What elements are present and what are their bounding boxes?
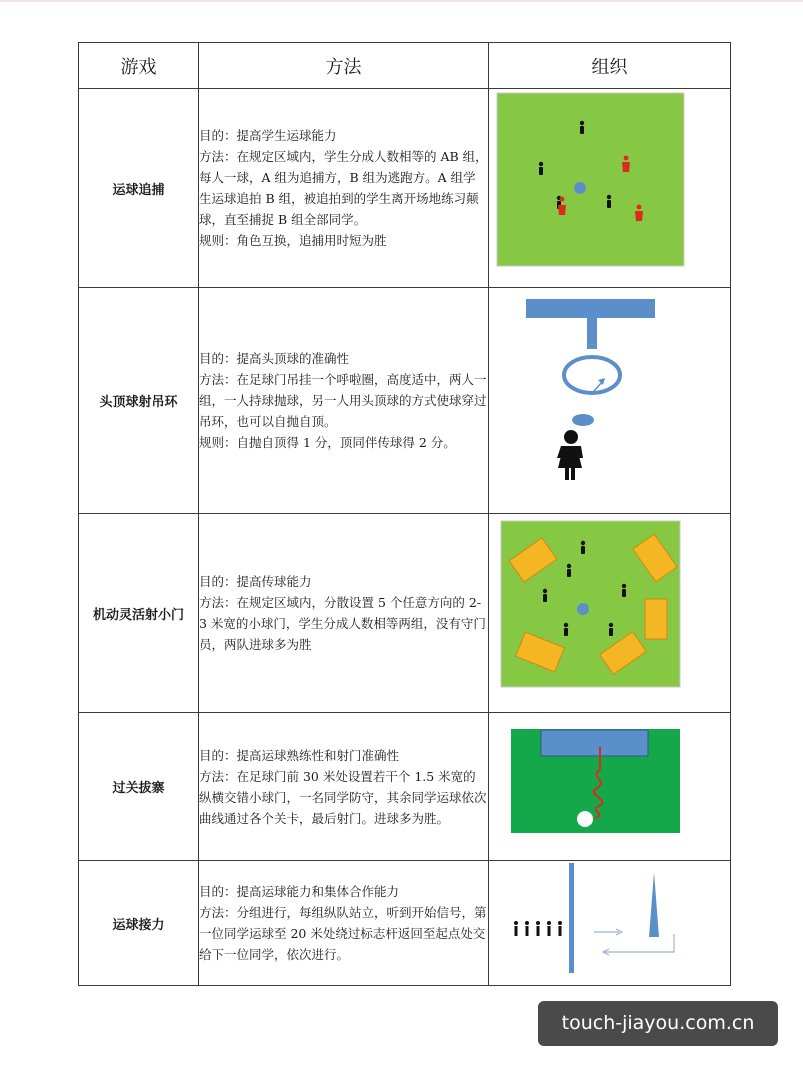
ball: [572, 414, 594, 426]
method-text: 方法：在规定区域内，分散设置 5 个任意方向的 2-3 米宽的小球门，学生分成人数相等两组，没有守门员，两队进球多为胜: [199, 595, 486, 652]
hoop-ring: [564, 357, 620, 393]
rule-text: 规则：自抛自顶得 1 分，顶同伴传球得 2 分。: [199, 435, 456, 450]
purpose-text: 目的：提高运球熟练性和射门准确性: [199, 747, 400, 763]
purpose-text: 目的：提高传球能力: [199, 574, 312, 589]
start-line: [569, 863, 574, 973]
header-method: 方法: [199, 43, 489, 89]
ball: [577, 603, 589, 615]
diagram-cell: [489, 89, 731, 288]
hoop-hanger: [587, 318, 597, 349]
player-dark: [609, 622, 613, 635]
method-text: 方法：在足球门前 30 米处设置若干个 1.5 米宽的纵横交错小球门，一名同学防守，其余同学运球依次曲线通过各个关卡，最后射门。进球多为胜。: [199, 768, 487, 826]
player-dark: [539, 161, 543, 174]
header-game: 游戏: [79, 43, 199, 89]
top-border-line: [0, 0, 803, 2]
game-name: 头顶球射吊环: [79, 288, 199, 514]
table-row: [79, 861, 731, 986]
player-dark: [543, 588, 547, 601]
diagram-cell: [489, 514, 731, 713]
goal-crossbar: [526, 299, 655, 318]
player-dark: [622, 583, 626, 596]
method-cell: [199, 89, 489, 288]
method-cell: [199, 514, 489, 713]
purpose-text: 目的：提高运球能力和集体合作能力: [199, 884, 400, 899]
player-dark: [580, 120, 584, 133]
ball: [574, 182, 586, 194]
relay-diagram: [489, 862, 730, 985]
game-name: 过关拔寨: [79, 713, 199, 861]
games-table: [78, 42, 731, 986]
field: [497, 93, 684, 266]
table-row: [79, 713, 731, 861]
small-goals-diagram: [489, 515, 730, 712]
player-dark: [525, 921, 529, 936]
chase-field-diagram: [489, 90, 730, 287]
purpose-text: 目的：提高头顶球的准确性: [199, 351, 350, 366]
arrow-head: [598, 378, 605, 385]
watermark-badge: touch-jiayou.com.cn: [538, 1001, 778, 1046]
rule-text: 规则：角色互换，追捕用时短为胜: [199, 233, 387, 248]
purpose-text: 目的：提高学生运球能力: [199, 128, 337, 143]
header-organization: 组织: [489, 43, 731, 89]
player-dark: [547, 921, 551, 936]
table-row: [79, 89, 731, 288]
method-cell: [199, 288, 489, 514]
player-dark: [564, 622, 568, 635]
diagram-cell: [489, 713, 731, 861]
table-row: [79, 514, 731, 713]
marker-pole: [649, 872, 659, 937]
player-dark: [581, 540, 585, 553]
player-figure: [557, 430, 583, 480]
method-text: 方法：在规定区域内，学生分成人数相等的 AB 组，每人一球，A 组为追捕方，B 组为逃跑方。A 组学生运球追拍 B 组，被追拍到的学生离开场地练习颠球，直至捕捉 B 组全部同学。: [199, 149, 488, 227]
method-text: 方法：分组进行，每组纵队站立，听到开始信号，第一位同学运球至 20 米处绕过标志杆返回至起点处交给下一位同学，依次进行。: [199, 905, 487, 962]
method-text: 方法：在足球门吊挂一个呼啦圈，高度适中，两人一组，一人持球抛球，另一人用头顶球的方式使球穿过吊环，也可以自抛自顶。: [199, 372, 487, 429]
method-cell: [199, 713, 489, 861]
header-row: [79, 43, 731, 89]
dribble-gates-diagram: [489, 714, 730, 860]
small-goal: [645, 599, 667, 639]
game-name: 机动灵活射小门: [79, 514, 199, 713]
table-row: [79, 288, 731, 514]
game-name: 运球接力: [79, 861, 199, 986]
diagram-cell: [489, 861, 731, 986]
hoop-header-diagram: [489, 289, 730, 513]
player-dark: [536, 921, 540, 936]
game-name: 运球追捕: [79, 89, 199, 288]
queue-players: [514, 921, 562, 936]
goal-area: [541, 730, 648, 756]
method-cell: [199, 861, 489, 986]
player-dark: [567, 563, 571, 576]
return-arrow-line: [604, 934, 674, 952]
diagram-cell: [489, 288, 731, 514]
player-dark: [607, 194, 611, 207]
player-dark: [514, 921, 518, 936]
ball: [577, 811, 593, 827]
player-dark: [558, 921, 562, 936]
